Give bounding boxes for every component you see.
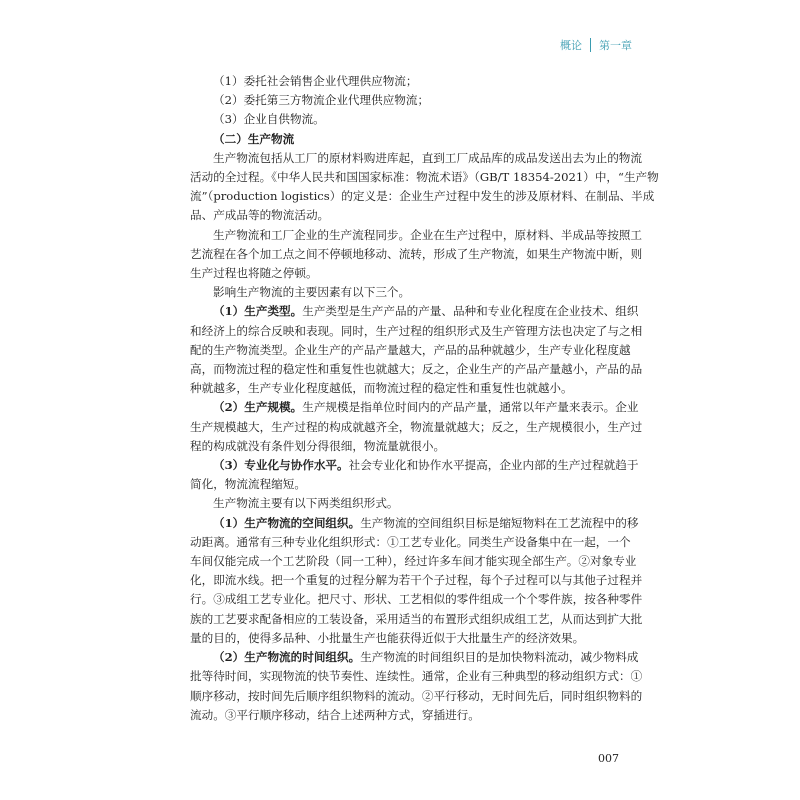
paragraph-line: 生产物流的空间组织目标是缩短物料在工艺流程中的移 (360, 515, 639, 530)
paragraph-line: 生产规模越大，生产过程的构成就越齐全，物流量就越大；反之，生产规模很小，生产过 (190, 419, 643, 434)
paragraph-line: 活动的全过程。《中华人民共和国国家标准：物流术语》（GB/T 18354-2021）中，“生产物 (190, 170, 659, 185)
list-item: （2）委托第三方物流企业代理供应物流； (213, 93, 430, 108)
page-number: 007 (598, 752, 619, 765)
factor-3-first-line (190, 456, 639, 475)
paragraph-line: 流”（production logistics）的定义是：企业生产过程中发生的涉及原材料、在制品、半成 (190, 189, 655, 204)
body-text (190, 72, 659, 725)
paragraph-line: 高，而物流过程的稳定性和重复性也就越大；反之，企业生产的产品产量越小，产品的品 (190, 362, 643, 377)
paragraph-line: 行。③成组工艺专业化。把尺寸、形状、工艺相似的零件组成一个个零件族，按各种零件 (190, 592, 643, 607)
paragraph-line: 生产物流和工厂企业的生产流程同步。企业在生产过程中，原材料、半成品等按照工 (213, 227, 642, 242)
paragraph-line: 程的构成就没有条件划分得很细，物流量就很小。 (190, 438, 446, 453)
paragraph-line: 顺序移动，按时间先后顺序组织物料的流动。②平行移动，无时间先后，同时组织物料的 (190, 688, 643, 703)
section-heading: （二）生产物流 (213, 131, 295, 146)
paragraph-line: 种就越多，生产专业化程度越低，而物流过程的稳定性和重复性也就越小。 (190, 381, 573, 396)
factor-2-first-line (190, 398, 639, 417)
factor-2-label: （2）生产规模。 (213, 400, 303, 415)
paragraph-line: 和经济上的综合反映和表现。同时，生产过程的组织形式及生产管理方法也决定了与之相 (190, 323, 643, 338)
paragraph-line: 动距离。通常有三种专业化组织形式：①工艺专业化。同类生产设备集中在一起，一个 (190, 534, 631, 549)
paragraph-line: 简化，物流流程缩短。 (190, 477, 306, 492)
running-head-chapter: 第一章 (599, 38, 632, 52)
paragraph-line: 流动。③平行顺序移动，结合上述两种方式，穿插进行。 (190, 707, 480, 722)
form-2-first-line (190, 648, 639, 667)
paragraph-line: 生产物流的时间组织目的是加快物料流动，减少物料成 (360, 650, 639, 665)
paragraph-line: 量的目的，使得多品种、小批量生产也能获得近似于大批量生产的经济效果。 (190, 630, 585, 645)
paragraph-line: 生产过程也将随之停顿。 (190, 266, 318, 281)
factor-1-label: （1）生产类型。 (213, 304, 303, 319)
factor-1-first-line (190, 302, 639, 321)
paragraph-line: 影响生产物流的主要因素有以下三个。 (213, 285, 411, 300)
paragraph-line: 族的工艺要求配备相应的工装设备，采用适当的布置形式组织成组工艺，从而达到扩大批 (190, 611, 643, 626)
factor-3-label: （3）专业化与协作水平。 (213, 458, 349, 473)
paragraph-line: 艺流程在各个加工点之间不停顿地移动、流转，形成了生产物流，如果生产物流中断，则 (190, 246, 643, 261)
running-head (560, 38, 632, 52)
form-1-label: （1）生产物流的空间组织。 (213, 515, 361, 530)
paragraph-line: 生产物流主要有以下两类组织形式。 (213, 496, 399, 511)
list-item: （3）企业自供物流。 (213, 112, 325, 127)
paragraph-line: 生产类型是生产产品的产量、品种和专业化程度在企业技术、组织 (302, 304, 639, 319)
paragraph-line: 批等待时间，实现物流的快节奏性、连续性。通常，企业有三种典型的移动组织方式：① (190, 669, 643, 684)
paragraph-line: 车间仅能完成一个工艺阶段（同一工种），经过许多车间才能实现全部生产。②对象专业 (190, 554, 637, 569)
paragraph-line: 品、产成品等的物流活动。 (190, 208, 330, 223)
paragraph-line: 配的生产物流类型。企业生产的产品产量越大，产品的品种就越少，生产专业化程度越 (190, 342, 631, 357)
running-head-divider (590, 38, 591, 52)
paragraph-line: 生产规模是指单位时间内的产品产量，通常以年产量来表示。企业 (302, 400, 639, 415)
form-1-first-line (190, 514, 639, 533)
paragraph-line: 化，即流水线。把一个重复的过程分解为若干个子过程，每个子过程可以与其他子过程并 (190, 573, 643, 588)
paragraph-line: 社会专业化和协作水平提高，企业内部的生产过程就趋于 (348, 458, 639, 473)
running-head-section: 概论 (560, 38, 582, 52)
form-2-label: （2）生产物流的时间组织。 (213, 650, 361, 665)
paragraph-line: 生产物流包括从工厂的原材料购进库起，直到工厂成品库的成品发送出去为止的物流 (213, 150, 642, 165)
list-item: （1）委托社会销售企业代理供应物流； (213, 74, 418, 88)
